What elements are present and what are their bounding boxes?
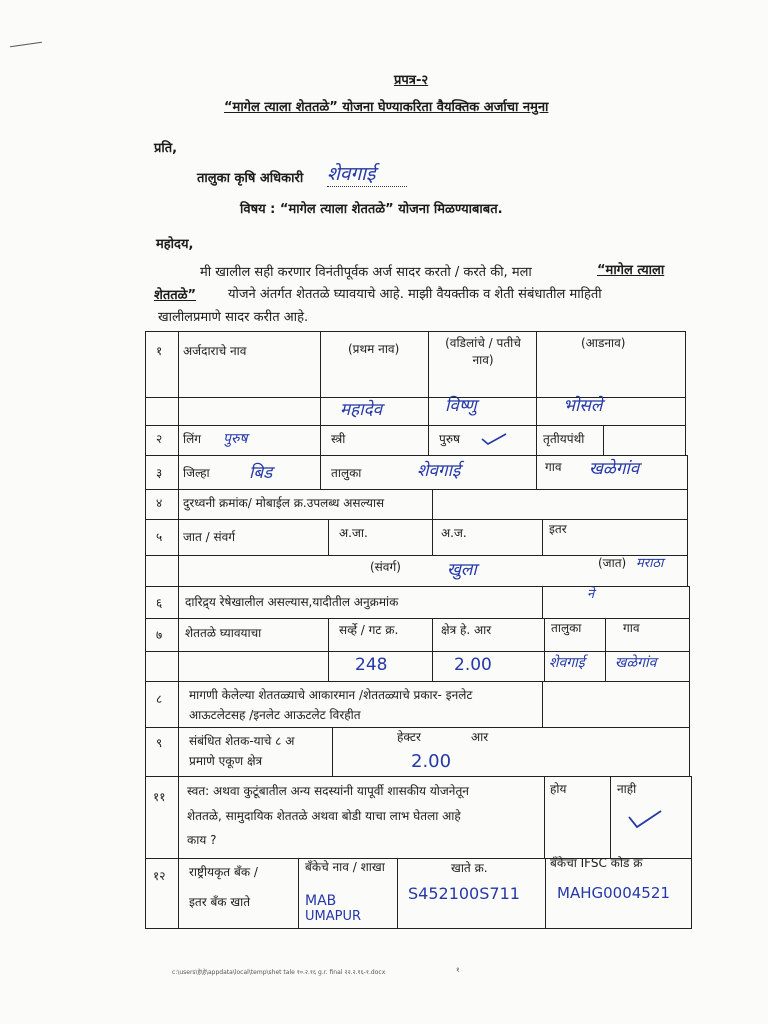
account-number-value: S452100S711 bbox=[408, 884, 520, 903]
previous-benefit-label-3: काय ? bbox=[187, 833, 217, 847]
row-2-number: २ bbox=[156, 432, 163, 446]
category-value: खुला bbox=[447, 560, 477, 580]
row-12-number: १२ bbox=[153, 869, 166, 883]
ifsc-value: MAHG0004521 bbox=[557, 884, 670, 902]
area-value: 2.00 bbox=[454, 655, 492, 675]
ifsc-label: बँकेचा IFSC कोड क्र bbox=[550, 856, 643, 870]
male-option: पुरुष bbox=[439, 432, 460, 446]
first-name-value: महादेव bbox=[340, 400, 383, 420]
taluka-label: तालुका bbox=[331, 466, 362, 480]
total-area-label-1: संबंधित शेतक-याचे ८ अ bbox=[189, 734, 295, 748]
yes-option: होय bbox=[550, 782, 567, 796]
pond-size-label-2: आऊटलेटसह /इनलेट आऊटलेट विरहीत bbox=[189, 708, 361, 722]
para-line-1b: “मागेल त्याला bbox=[597, 263, 665, 278]
no-checkmark-icon bbox=[627, 809, 663, 829]
to-label: प्रति, bbox=[154, 141, 178, 156]
form-title: “मागेल त्याला शेततळे” योजना घेण्याकरिता वैयक्तिक अर्जाचा नमुना bbox=[224, 100, 549, 115]
row-1-number: १ bbox=[156, 344, 163, 358]
survey-value: 248 bbox=[355, 655, 388, 675]
surname-label: (आडनाव) bbox=[581, 336, 626, 350]
applicant-name-label: अर्जदाराचे नाव bbox=[183, 344, 247, 358]
survey-label: सर्व्हे / गट क्र. bbox=[339, 623, 399, 637]
district-label: जिल्हा bbox=[183, 466, 210, 480]
para-line-2b: योजने अंतर्गत शेततळे घ्यावयाचे आहे. माझी वैयक्तीक व शेती संबंधातील माहिती bbox=[228, 287, 602, 302]
caste-value: मराठा bbox=[636, 556, 664, 571]
village-value: खळेगांव bbox=[589, 459, 640, 479]
gender-label: लिंग bbox=[183, 432, 202, 446]
hectare-label: हेक्टर bbox=[397, 730, 421, 744]
st-option: अ.ज. bbox=[441, 526, 467, 540]
para-line-1a: मी खालील सही करणार विनंतीपूर्वक अर्ज सादर करतो / करते की, मला bbox=[200, 265, 532, 280]
row-7-number: ७ bbox=[156, 628, 163, 642]
pond-taluka-label: तालुका bbox=[551, 621, 582, 635]
total-area-value: 2.00 bbox=[411, 751, 452, 772]
row-6-number: ६ bbox=[156, 596, 163, 610]
para-line-2a: शेततळे” bbox=[154, 288, 197, 303]
row-4-number: ४ bbox=[156, 496, 163, 510]
caste-category-label: जात / संवर्ग bbox=[183, 530, 236, 544]
gender-value: पुरुष bbox=[223, 431, 248, 447]
page-number: १ bbox=[456, 966, 460, 974]
para-line-3: खालीलप्रमाणे सादर करीत आहे. bbox=[158, 310, 309, 325]
form-number: प्रपत्र-२ bbox=[394, 73, 429, 88]
row-5-number: ५ bbox=[156, 530, 163, 544]
officer-value: शेवगाई bbox=[327, 160, 407, 187]
taluka-value: शेवगाई bbox=[417, 461, 461, 481]
row-8-number: ८ bbox=[156, 692, 163, 706]
area-label: क्षेत्र हे. आर bbox=[441, 623, 492, 637]
village-label: गाव bbox=[545, 460, 562, 474]
sc-option: अ.जा. bbox=[339, 526, 368, 540]
account-number-label: खाते क्र. bbox=[451, 861, 488, 875]
pond-taluka-value: शेवगाई bbox=[549, 655, 585, 671]
other-option: इतर bbox=[549, 522, 567, 536]
father-name-label: (वडिलांचे / पतीचे नाव) bbox=[445, 336, 521, 367]
row-11-number: ११ bbox=[153, 790, 166, 804]
bank-name-label: बँकेचे नाव / शाखा bbox=[305, 860, 385, 874]
surname-value: भोसले bbox=[563, 396, 603, 416]
previous-benefit-label-2: शेततळे, सामुदायिक शेततळे अथवा बोडी याचा लाभ घेतला आहे bbox=[187, 809, 461, 823]
total-area-label-2: प्रमाणे एकूण क्षेत्र bbox=[189, 754, 263, 768]
no-option: नाही bbox=[617, 782, 637, 796]
salutation: महोदय, bbox=[156, 237, 194, 252]
category-label: (संवर्ग) bbox=[370, 560, 401, 574]
pond-size-label-1: मागणी केलेल्या शेततळ्याचे आकारमान /शेततळ्याचे प्रकार- इनलेट bbox=[189, 688, 473, 702]
district-value: बिड bbox=[249, 463, 273, 483]
bank-name-value-2: UMAPUR bbox=[305, 909, 362, 924]
row-3-number: ३ bbox=[156, 466, 163, 480]
third-gender-option: तृतीयपंथी bbox=[543, 432, 585, 446]
father-name-value: विष्णु bbox=[445, 396, 477, 416]
bpl-value: ने bbox=[587, 587, 595, 602]
female-option: स्त्री bbox=[331, 432, 346, 446]
bank-type-label-1: राष्ट्रीयकृत बँक / bbox=[189, 865, 258, 879]
margin-pen-mark bbox=[10, 42, 42, 47]
row-9-number: ९ bbox=[156, 736, 163, 750]
file-path-footer: c:\users\हे\हे\appdata\local\temp\shet tale १०.२.१६ g.r. final २२.२.१६-१.docx bbox=[172, 969, 386, 976]
subject-line: विषय : “मागेल त्याला शेततळे” योजना मिळण्याबाबत. bbox=[240, 202, 503, 217]
application-table bbox=[145, 331, 693, 931]
are-label: आर bbox=[471, 730, 489, 744]
pond-village-value: खळेगांव bbox=[615, 655, 657, 671]
officer-label: तालुका कृषि अधिकारी bbox=[197, 171, 304, 186]
farm-pond-label: शेततळे घ्यावयाचा bbox=[185, 626, 262, 640]
bank-name-value-1: MAB bbox=[305, 893, 337, 909]
male-checkmark-icon bbox=[481, 433, 507, 445]
bank-type-label-2: इतर बँक खाते bbox=[189, 895, 251, 909]
pond-village-label: गाव bbox=[623, 621, 640, 635]
previous-benefit-label-1: स्वत: अथवा कुटूंबातील अन्य सदस्यांनी यापूर्वी शासकीय योजनेतून bbox=[187, 784, 469, 798]
first-name-label: (प्रथम नाव) bbox=[348, 342, 400, 356]
phone-label: दुरध्वनी क्रमांक/ मोबाईल क्र.उपलब्ध असल्यास bbox=[183, 496, 385, 510]
caste-label: (जात) bbox=[598, 556, 627, 570]
bpl-label: दारिद्र्य रेषेखालील असल्यास,यादीतील अनुक्रमांक bbox=[185, 595, 399, 609]
